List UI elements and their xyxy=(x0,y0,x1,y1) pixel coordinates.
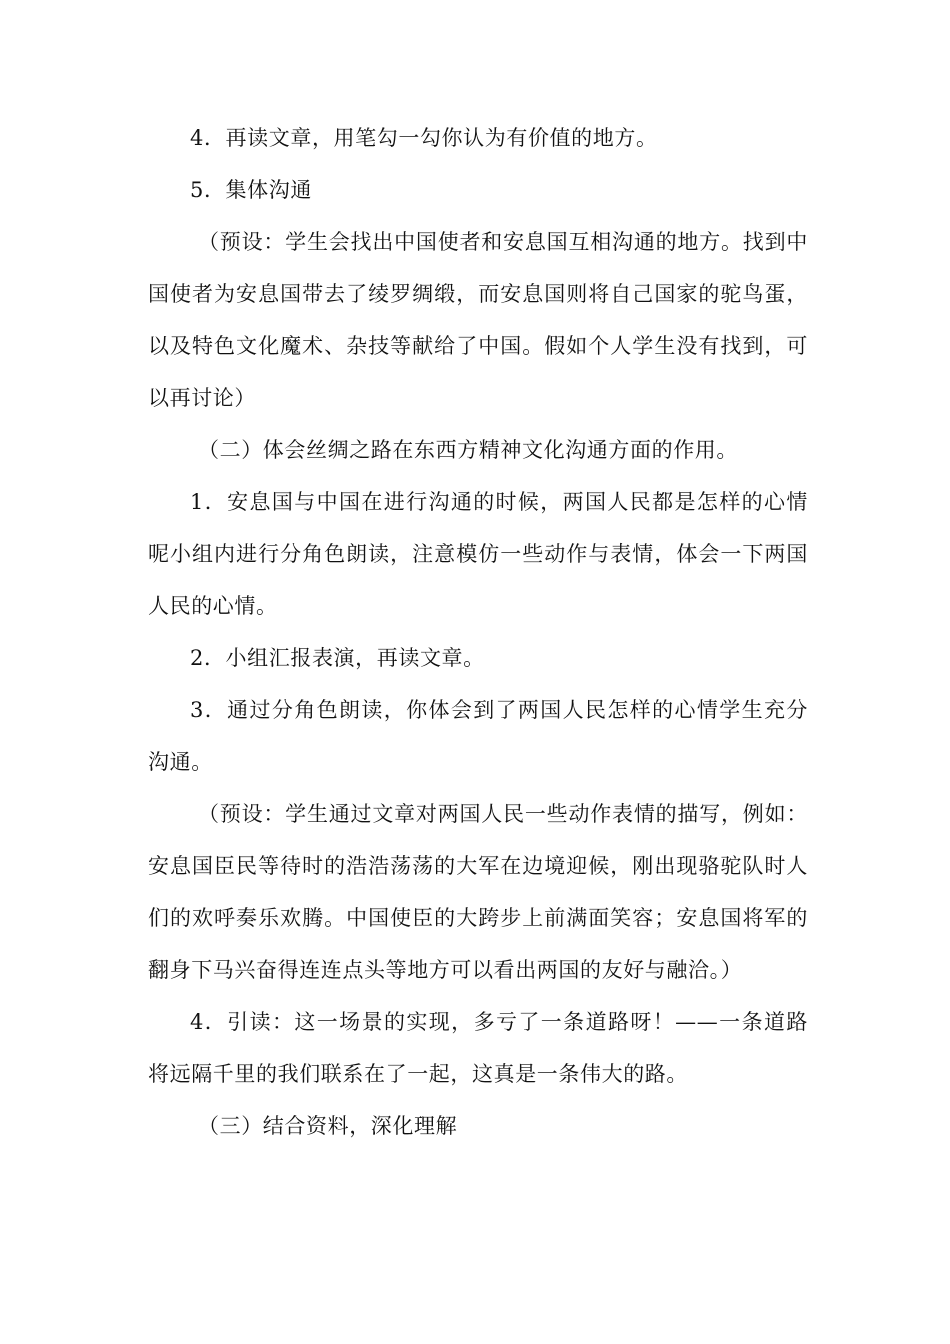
paragraph-preset-2: （预设：学生通过文章对两国人民一些动作表情的描写，例如：安息国臣民等待时的浩浩荡荡的大军在边境迎候，刚出现骆驼队时人们的欢呼奏乐欢腾。中国使臣的大跨步上前满面笑容；安息国将军的翻身下马兴奋得连连点头等地方可以看出两国的友好与融洽。） xyxy=(148,802,808,982)
paragraph-step-4-reread: 4．再读文章，用笔勾一勾你认为有价值的地方。 xyxy=(190,126,658,150)
paragraph-step-5-group-communication: 5．集体沟通 xyxy=(190,178,312,202)
paragraph-item-1: 1．安息国与中国在进行沟通的时候，两国人民都是怎样的心情呢小组内进行分角色朗读，注意模仿一些动作与表情，体会一下两国人民的心情。 xyxy=(148,490,808,618)
paragraph-item-3: 3．通过分角色朗读，你体会到了两国人民怎样的心情学生充分沟通。 xyxy=(148,698,808,774)
section-heading-2: （二）体会丝绸之路在东西方精神文化沟通方面的作用。 xyxy=(198,438,738,462)
paragraph-item-4-guided-reading: 4．引读：这一场景的实现，多亏了一条道路呀！——一条道路将远隔千里的我们联系在了一起，这真是一条伟大的路。 xyxy=(148,1010,808,1086)
section-heading-3: （三）结合资料，深化理解 xyxy=(198,1114,458,1138)
document-body xyxy=(148,112,808,1152)
paragraph-item-2: 2．小组汇报表演，再读文章。 xyxy=(190,646,485,670)
paragraph-preset-1: （预设：学生会找出中国使者和安息国互相沟通的地方。找到中国使者为安息国带去了绫罗绸缎，而安息国则将自己国家的驼鸟蛋，以及特色文化魔术、杂技等献给了中国。假如个人学生没有找到，可以再讨论） xyxy=(148,230,808,410)
